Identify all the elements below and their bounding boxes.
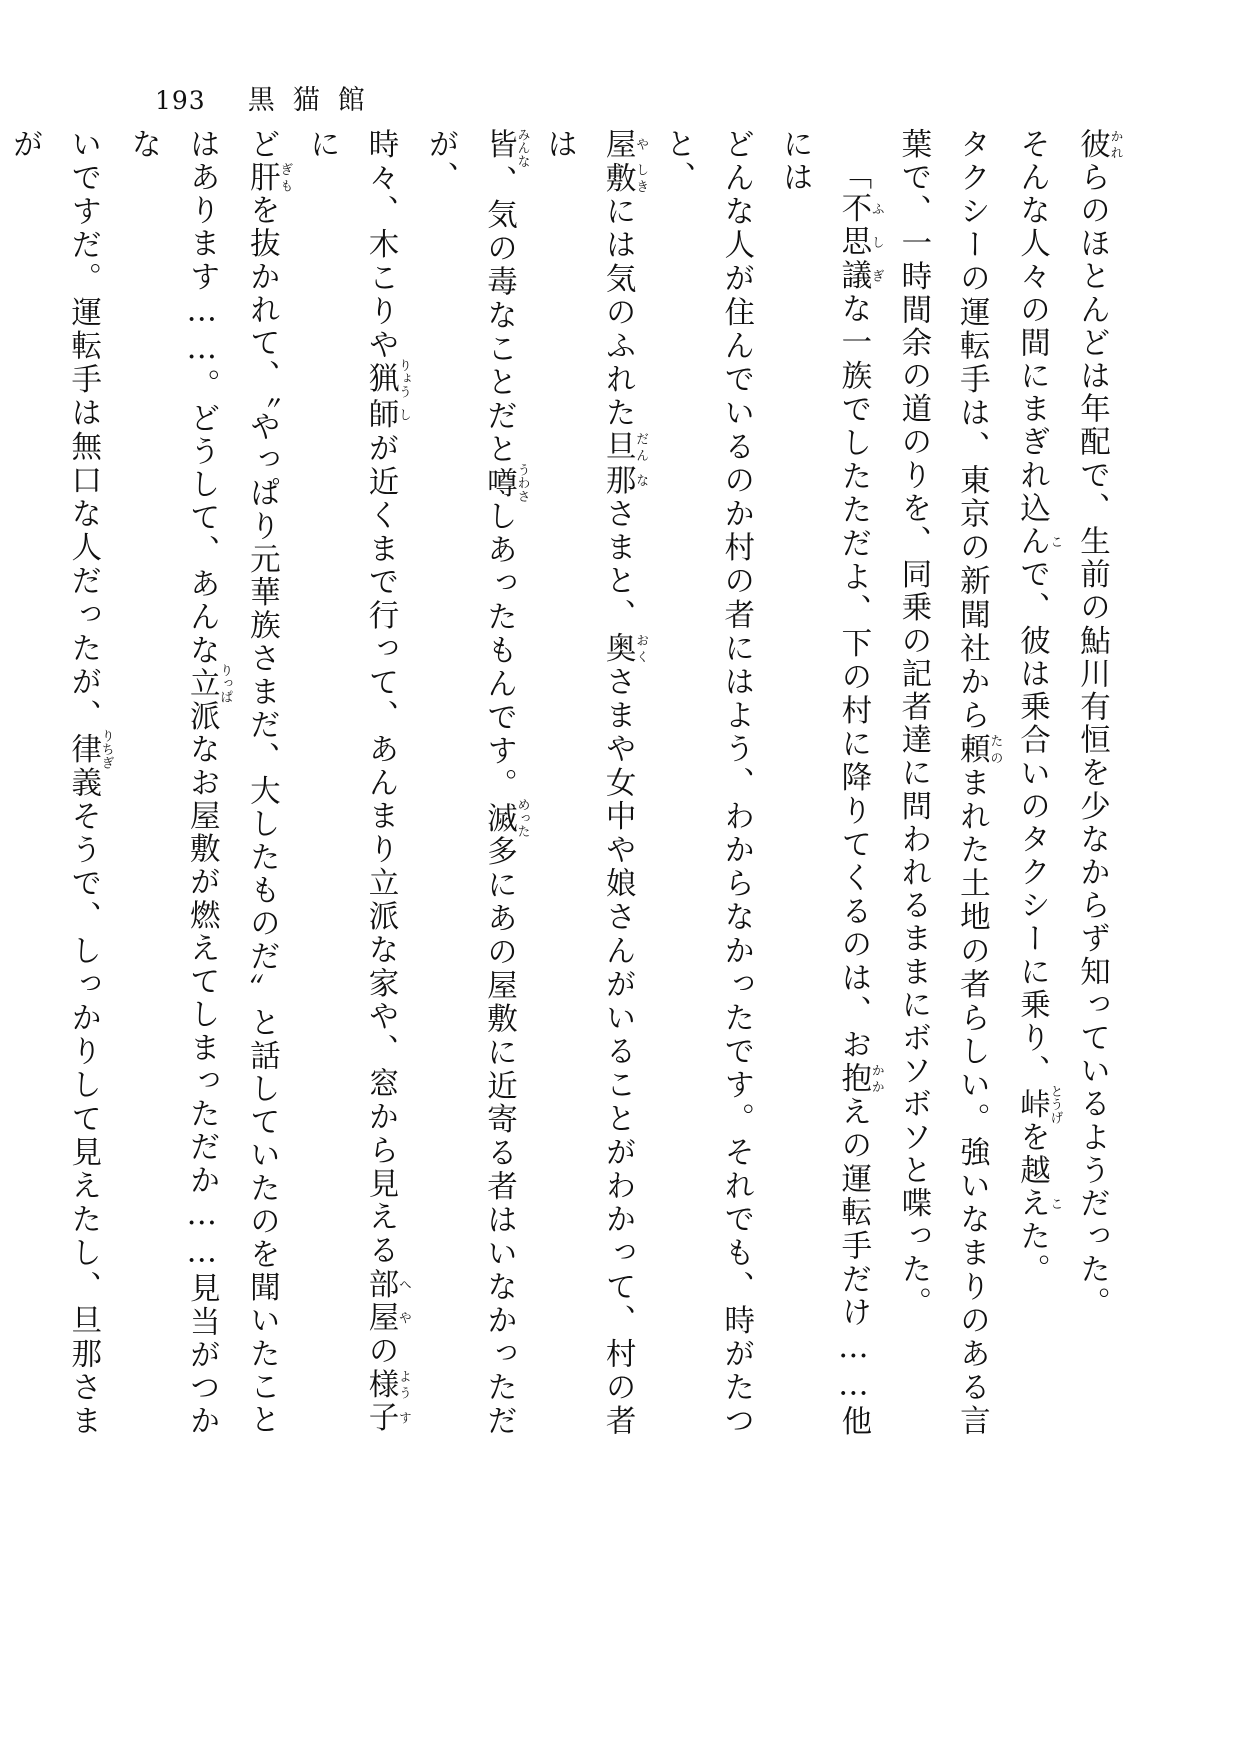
body-paragraph — [1062, 128, 1122, 1438]
ruby-annotated-text — [1074, 128, 1123, 162]
ruby-reading: うわさ — [514, 463, 530, 504]
ruby-base: 思 — [835, 225, 871, 259]
ruby-annotated-text — [835, 191, 884, 226]
ruby-base: 猟 — [362, 358, 398, 399]
text-run: に — [304, 128, 340, 162]
ruby-reading: ぎ — [868, 258, 884, 292]
ruby-annotated-text — [244, 161, 293, 195]
running-head — [155, 78, 383, 117]
body-paragraph — [765, 128, 884, 1438]
text-run: の — [362, 1334, 398, 1369]
body-paragraph — [648, 128, 765, 1438]
ruby-annotated-text — [481, 798, 530, 839]
ruby-base: 子 — [362, 1401, 398, 1435]
ruby-reading: おく — [633, 632, 649, 666]
text-run: た。 — [1014, 1220, 1050, 1287]
ruby-annotated-text — [362, 358, 411, 399]
ruby-annotated-text — [1014, 1084, 1063, 1125]
ruby-base: 頼 — [954, 732, 990, 767]
text-run: 「 — [835, 158, 871, 192]
ruby-reading: ぎも — [277, 161, 293, 195]
ruby-annotated-text — [835, 1061, 884, 1096]
ruby-base: 那 — [600, 464, 636, 498]
text-run: 義そうで、しっかりして見えたし、旦那さまが — [7, 128, 101, 1438]
ruby-reading: こ — [1047, 1187, 1063, 1221]
ruby-base: 師 — [362, 398, 398, 433]
ruby-base: ん — [1014, 525, 1050, 559]
ruby-reading: とうげ — [1047, 1084, 1063, 1125]
text-run: ど — [244, 128, 280, 162]
ruby-base: 滅 — [481, 798, 517, 839]
ruby-reading: し — [395, 398, 411, 432]
ruby-base: 峠 — [1014, 1084, 1050, 1125]
ruby-annotated-text — [65, 729, 114, 770]
text-run: 多にあの屋敷に近寄る者はいなかっただが、 — [422, 128, 517, 1438]
ruby-reading: へ — [395, 1267, 411, 1301]
ruby-reading: な — [633, 464, 649, 498]
ruby-base: 立 — [184, 663, 220, 704]
ruby-annotated-text — [600, 161, 649, 196]
ruby-reading: や — [633, 128, 649, 162]
text-run: で、彼は乗合いのタクシーに乗り、 — [1014, 558, 1050, 1088]
ruby-annotated-text — [184, 663, 233, 704]
text-run: な一族でしたただよ、下の村に降りてくるのは、お — [835, 292, 871, 1062]
ruby-annotated-text — [835, 225, 884, 259]
text-run: まれた土地の者らしい。強いなまりのある言葉で、一時間余の道のりを、同乗の記者達に問われるままにボソボソと喋った。 — [895, 128, 990, 1438]
ruby-reading: みんな — [514, 128, 530, 168]
text-run: タクシーの運転手は、東京の新聞社から — [954, 128, 990, 733]
ruby-annotated-text — [1014, 1187, 1063, 1221]
ruby-annotated-text — [362, 1368, 411, 1402]
ruby-annotated-text — [600, 430, 649, 465]
ruby-reading: こ — [1047, 525, 1063, 559]
ruby-reading: たの — [987, 732, 1003, 766]
text-run: そんな人々の間にまぎれ込 — [1014, 128, 1050, 526]
ruby-reading: かれ — [1107, 128, 1123, 162]
ruby-annotated-text — [481, 463, 530, 504]
text-run: が近くまで行って、あんまり立派な家や、窓から見える — [362, 432, 398, 1268]
body-paragraph — [0, 128, 113, 1438]
ruby-base: 様 — [362, 1368, 398, 1402]
text-run: 派なお屋敷が燃えてしまっただか……見当がつかな — [125, 128, 220, 1438]
text-run: どんな人が住んでいるのか村の者にはよう、わからなかったです。それでも、時がたつと、 — [660, 128, 754, 1438]
ruby-reading: だん — [633, 430, 649, 464]
ruby-base: 部 — [362, 1267, 398, 1302]
ruby-reading: りょう — [395, 358, 411, 399]
ruby-base: 屋 — [600, 128, 636, 162]
ruby-base: 議 — [835, 258, 871, 293]
text-run: さまと、 — [600, 497, 636, 633]
ruby-reading: や — [395, 1301, 411, 1335]
ruby-reading: よう — [395, 1368, 411, 1402]
page-number: 193 — [155, 86, 206, 115]
body-paragraph — [1002, 128, 1062, 1438]
text-run: らのほとんどは年配で、生前の鮎川有恒を少なからず知っているようだった。 — [1074, 161, 1110, 1320]
body-paragraph — [529, 128, 648, 1438]
text-run: はあります……。どうして、あんな — [184, 128, 220, 668]
body-paragraph — [113, 128, 232, 1438]
ruby-annotated-text — [1014, 525, 1063, 559]
vertical-text-body — [7, 128, 1123, 1438]
ruby-base: 皆 — [481, 128, 517, 168]
ruby-base: 旦 — [600, 430, 636, 465]
ruby-base: 屋 — [362, 1301, 398, 1335]
text-run: しあったもんです。 — [481, 499, 517, 802]
ruby-annotated-text — [362, 1301, 411, 1335]
ruby-reading: かか — [868, 1061, 884, 1095]
ruby-annotated-text — [600, 128, 649, 162]
ruby-reading: りちぎ — [98, 729, 114, 770]
body-paragraph — [292, 128, 411, 1438]
book-title: 黒猫館 — [247, 85, 383, 116]
ruby-reading: し — [868, 225, 884, 259]
ruby-reading: りっぱ — [217, 663, 233, 704]
text-run: を越 — [1014, 1121, 1050, 1188]
text-run: さまや女中や娘さんがいることがわかって、村の者は — [541, 128, 636, 1438]
ruby-base: え — [1014, 1187, 1050, 1221]
ruby-reading: しき — [633, 161, 649, 195]
ruby-base: 彼 — [1074, 128, 1110, 162]
body-paragraph — [410, 128, 529, 1438]
ruby-annotated-text — [362, 1401, 411, 1435]
ruby-base: 肝 — [244, 161, 280, 195]
text-run: 時々、木こりや — [362, 128, 398, 362]
ruby-reading: ふ — [868, 191, 884, 226]
ruby-annotated-text — [362, 1267, 411, 1302]
text-run: いですだ。運転手は無口な人だったが、 — [65, 128, 101, 733]
ruby-annotated-text — [835, 258, 884, 293]
ruby-annotated-text — [481, 128, 530, 168]
ruby-reading: めった — [514, 798, 530, 839]
ruby-annotated-text — [600, 632, 649, 666]
ruby-base: 奥 — [600, 632, 636, 666]
ruby-base: 噂 — [481, 463, 517, 504]
ruby-annotated-text — [600, 464, 649, 498]
ruby-base: 抱 — [835, 1061, 871, 1096]
ruby-annotated-text — [954, 732, 1003, 767]
ruby-base: 敷 — [600, 161, 636, 196]
text-run: を抜かれて、〝やっぱり元華族さまだ、大したものだ〟と話していたのを聞いたこと — [244, 194, 280, 1437]
ruby-reading: す — [395, 1401, 411, 1435]
body-paragraph — [883, 128, 1002, 1438]
ruby-annotated-text — [362, 398, 411, 433]
ruby-base: 不 — [835, 191, 871, 226]
text-run: には気のふれた — [600, 195, 636, 431]
text-run: えの運転手だけ……他には — [777, 128, 871, 1438]
text-run: 、気の毒なことだと — [481, 164, 517, 467]
body-paragraph — [232, 128, 292, 1438]
ruby-base: 律 — [65, 729, 101, 770]
